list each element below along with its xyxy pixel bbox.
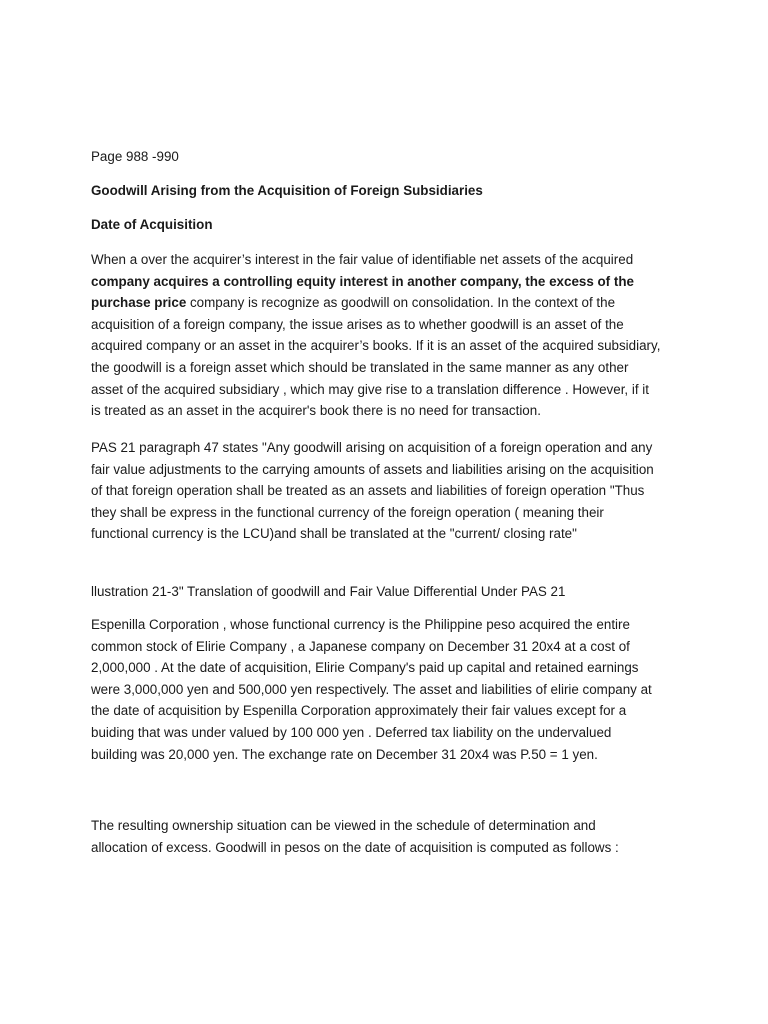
text-line: 2,000,000 . At the date of acquisition, Elirie Company's paid up capital and retained earnings (91, 660, 639, 676)
text-line: is treated as an asset in the acquirer's book there is no need for transaction. (91, 403, 541, 419)
subheading: Date of Acquisition (91, 217, 213, 232)
text-line: Espenilla Corporation , whose functional currency is the Philippine peso acquired the entire (91, 617, 630, 632)
text-line: functional currency is the LCU)and shall be translated at the "current/ closing rate" (91, 526, 577, 542)
paragraph-2 (91, 437, 691, 545)
text-line-bold: company acquires a controlling equity interest in another company, the excess of the (91, 273, 634, 289)
text-line-bold: purchase price (91, 295, 187, 311)
paragraph-4 (91, 815, 691, 858)
text-line: of that foreign operation shall be treated as an assets and liabilities of foreign operation "Thus (91, 483, 645, 499)
text-line: fair value adjustments to the carrying amounts of assets and liabilities arising on the acquisition (91, 461, 654, 477)
text-line: When a over the acquirer’s interest in the fair value of identifiable net assets of the acquired (91, 252, 634, 267)
page-reference: Page 988 -990 (91, 149, 179, 164)
text-line: common stock of Elirie Company , a Japanese company on December 31 20x4 at a cost of (91, 638, 630, 654)
text-line: allocation of excess. Goodwill in pesos on the date of acquisition is computed as follows : (91, 839, 619, 855)
text-line: company is recognize as goodwill on consolidation. In the context of the (186, 295, 616, 311)
text-line: were 3,000,000 yen and 500,000 yen respectively. The asset and liabilities of elirie company at (91, 681, 652, 697)
text-line: buiding that was under valued by 100 000 yen . Deferred tax liability on the undervalued (91, 724, 612, 740)
text-line: the date of acquisition by Espenilla Corporation approximately their fair values except for a (91, 703, 627, 719)
text-line: acquired company or an asset in the acquirer’s books. If it is an asset of the acquired subsidiary, (91, 338, 661, 354)
text-line: acquisition of a foreign company, the issue arises as to whether goodwill is an asset of the (91, 316, 624, 332)
illustration-heading: llustration 21-3" Translation of goodwill and Fair Value Differential Under PAS 21 (91, 584, 566, 599)
section-title: Goodwill Arising from the Acquisition of Foreign Subsidiaries (91, 183, 483, 198)
text-line: they shall be express in the functional currency of the foreign operation ( meaning their (91, 504, 604, 520)
text-line: The resulting ownership situation can be viewed in the schedule of determination and (91, 818, 596, 833)
paragraph-1 (91, 249, 691, 422)
paragraph-3 (91, 614, 691, 765)
text-line: PAS 21 paragraph 47 states "Any goodwill arising on acquisition of a foreign operation and any (91, 440, 653, 455)
text-line: asset of the acquired subsidiary , which may give rise to a translation difference . However, if it (91, 381, 649, 397)
text-line: building was 20,000 yen. The exchange rate on December 31 20x4 was P.50 = 1 yen. (91, 746, 598, 762)
text-line: the goodwill is a foreign asset which should be translated in the same manner as any other (91, 359, 629, 375)
